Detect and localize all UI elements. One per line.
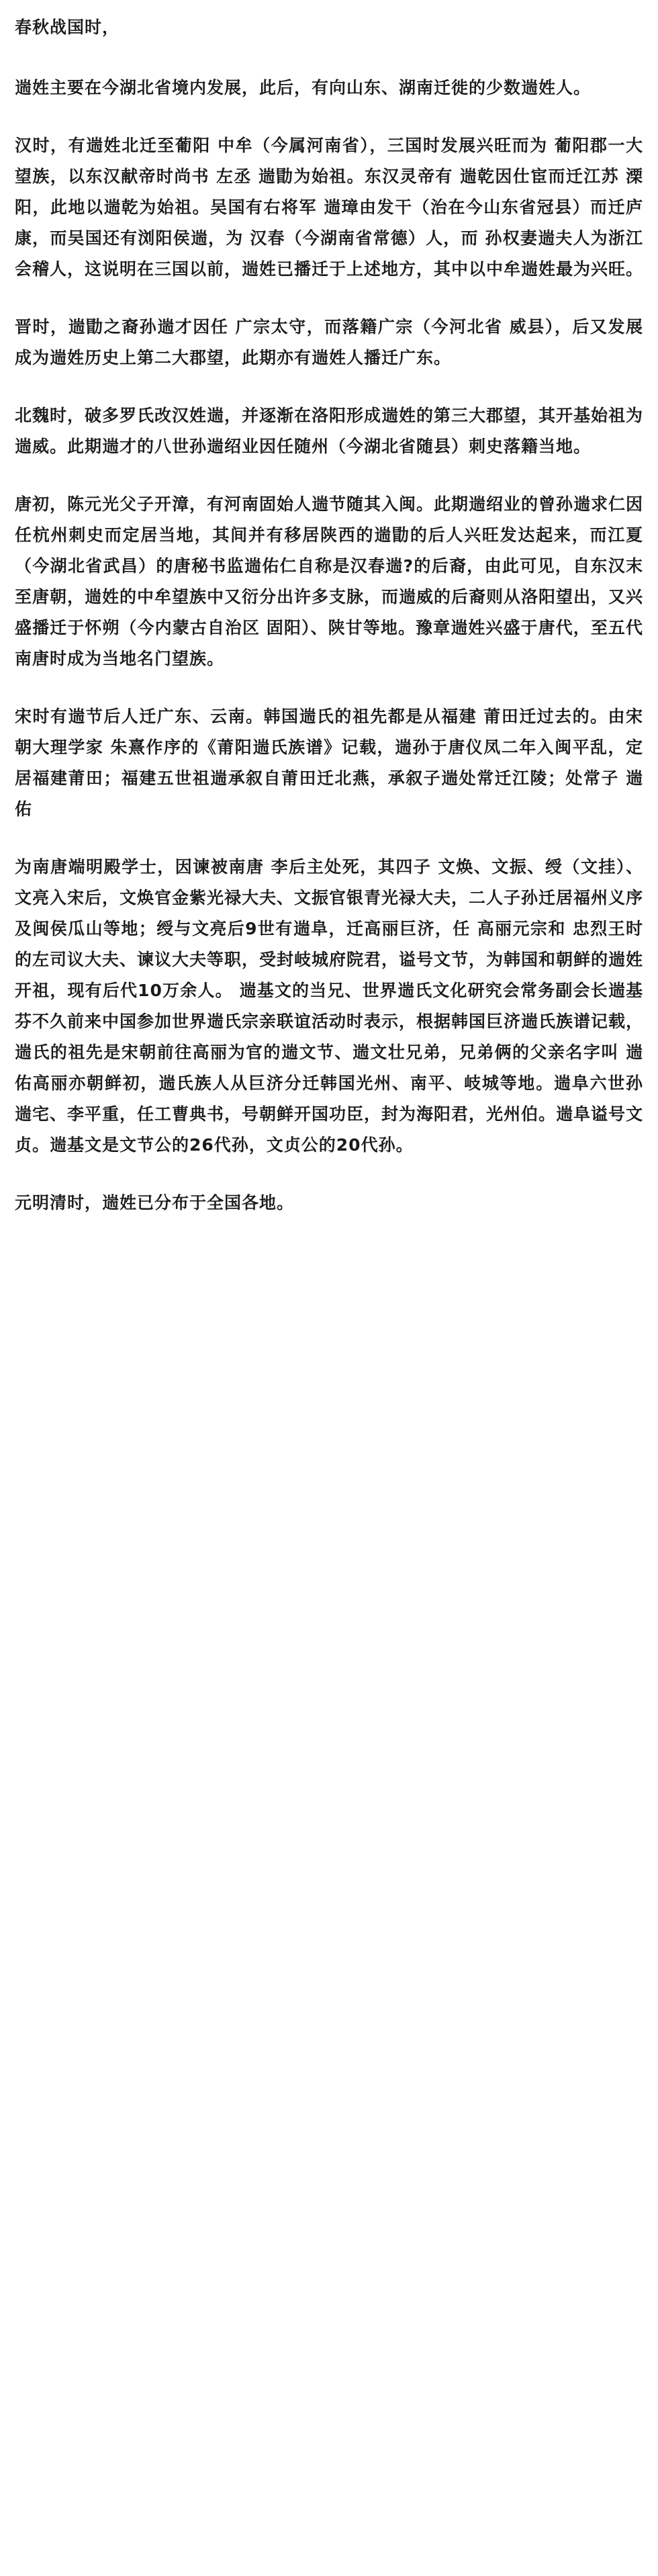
paragraph-5: 北魏时，破多罗氏改汉姓遄，并逐渐在洛阳形成遄姓的第三大郡望，其开基始祖为 遄威。此期遄才的八世孙遄绍业因任随州（今湖北省随县）刺史落籍当地。 xyxy=(15,406,644,456)
paragraph-9: 元明清时，遄姓已分布于全国各地。 xyxy=(15,1193,295,1212)
paragraph-3: 汉时，有遄姓北迁至葡阳 中牟（今属河南省），三国时发展兴旺而为 葡阳郡一大望族，以东汉献帝时尚书 左丞 遄勖为始祖。东汉灵帝有 遄乾因仕宦而迁江苏 溧阳，此地以遄乾为始祖。吴国有右将军 遄璋由发干（治在今山东省冠县）而迁庐康，而吴国还有浏阳侯遄，为 汉春（今湖南省常德）人，而 孙权妻遄夫人为浙江会稽人，这说明在三国以前，遄姓已播迁于上述地方，其中以中牟遄姓最为兴旺。 xyxy=(15,136,644,279)
paragraph-1: 春秋战国时， xyxy=(15,17,120,37)
paragraph-7: 宋时有遄节后人迁广东、云南。韩国遄氏的祖先都是从福建 莆田迁过去的。由宋朝大理学家 朱熹作序的《莆阳遄氏族谱》记载，遄孙于唐仪凤二年入闽平乱，定居福建莆田；福建五世祖遄承叙自莆田迁北燕，承叙子遄处常迁江陵；处常子 遄佑 xyxy=(15,707,643,819)
document-body xyxy=(0,0,658,1245)
paragraph-6: 唐初，陈元光父子开漳，有河南固始人遄节随其入闽。此期遄绍业的曾孙遄求仁因任杭州刺史而定居当地，其间并有移居陕西的遄勖的后人兴旺发达起来，而江夏（今湖北省武昌）的唐秘书监遄佑仁自称是汉春遄?的后裔，由此可见，自东汉末至唐朝，遄姓的中牟望族中又衍分出许多支脉，而遄威的后裔则从洛阳望出，又兴盛播迁于怀朔（今内蒙古自治区 固阳）、陕甘等地。豫章遄姓兴盛于唐代，至五代南唐时成为当地名门望族。 xyxy=(15,494,644,668)
paragraph-4: 晋时，遄勖之裔孙遄才因任 广宗太守，而落籍广宗（今河北省 威县），后又发展成为遄姓历史上第二大郡望，此期亦有遄姓人播迁广东。 xyxy=(15,317,643,367)
paragraph-8: 为南唐端明殿学士，因谏被南唐 李后主处死，其四子 文焕、文振、绶（文挂）、文亮入宋后，文焕官金紫光禄大夫、文振官银青光禄大夫，二人子孙迁居福州义序及闽侯瓜山等地；绶与文亮后9世有遄阜，迁高丽巨济，任 高丽元宗和 忠烈王时的左司议大夫、谏议大夫等职，受封岐城府院君，谥号文节，为韩国和朝鲜的遄姓开祖，现有后代10万余人。 遄基文的当兄、世界遄氏文化研究会常务副会长遄基芬不久前来中国参加世界遄氏宗亲联谊活动时表示，根据韩国巨济遄氏族谱记载，遄氏的祖先是宋朝前往高丽为官的遄文节、遄文壮兄弟，兄弟俩的父亲名字叫 遄佑高丽亦朝鲜初，遄氏族人从巨济分迁韩国光州、南平、岐城等地。遄阜六世孙 遄宅、李平重，任工曹典书，号朝鲜开国功臣，封为海阳君，光州伯。遄阜谥号文贞。遄基文是文节公的26代孙，文贞公的20代孙。 xyxy=(15,857,644,1155)
paragraph-2: 遄姓主要在今湖北省境内发展，此后，有向山东、湖南迁徙的少数遄姓人。 xyxy=(15,78,592,97)
